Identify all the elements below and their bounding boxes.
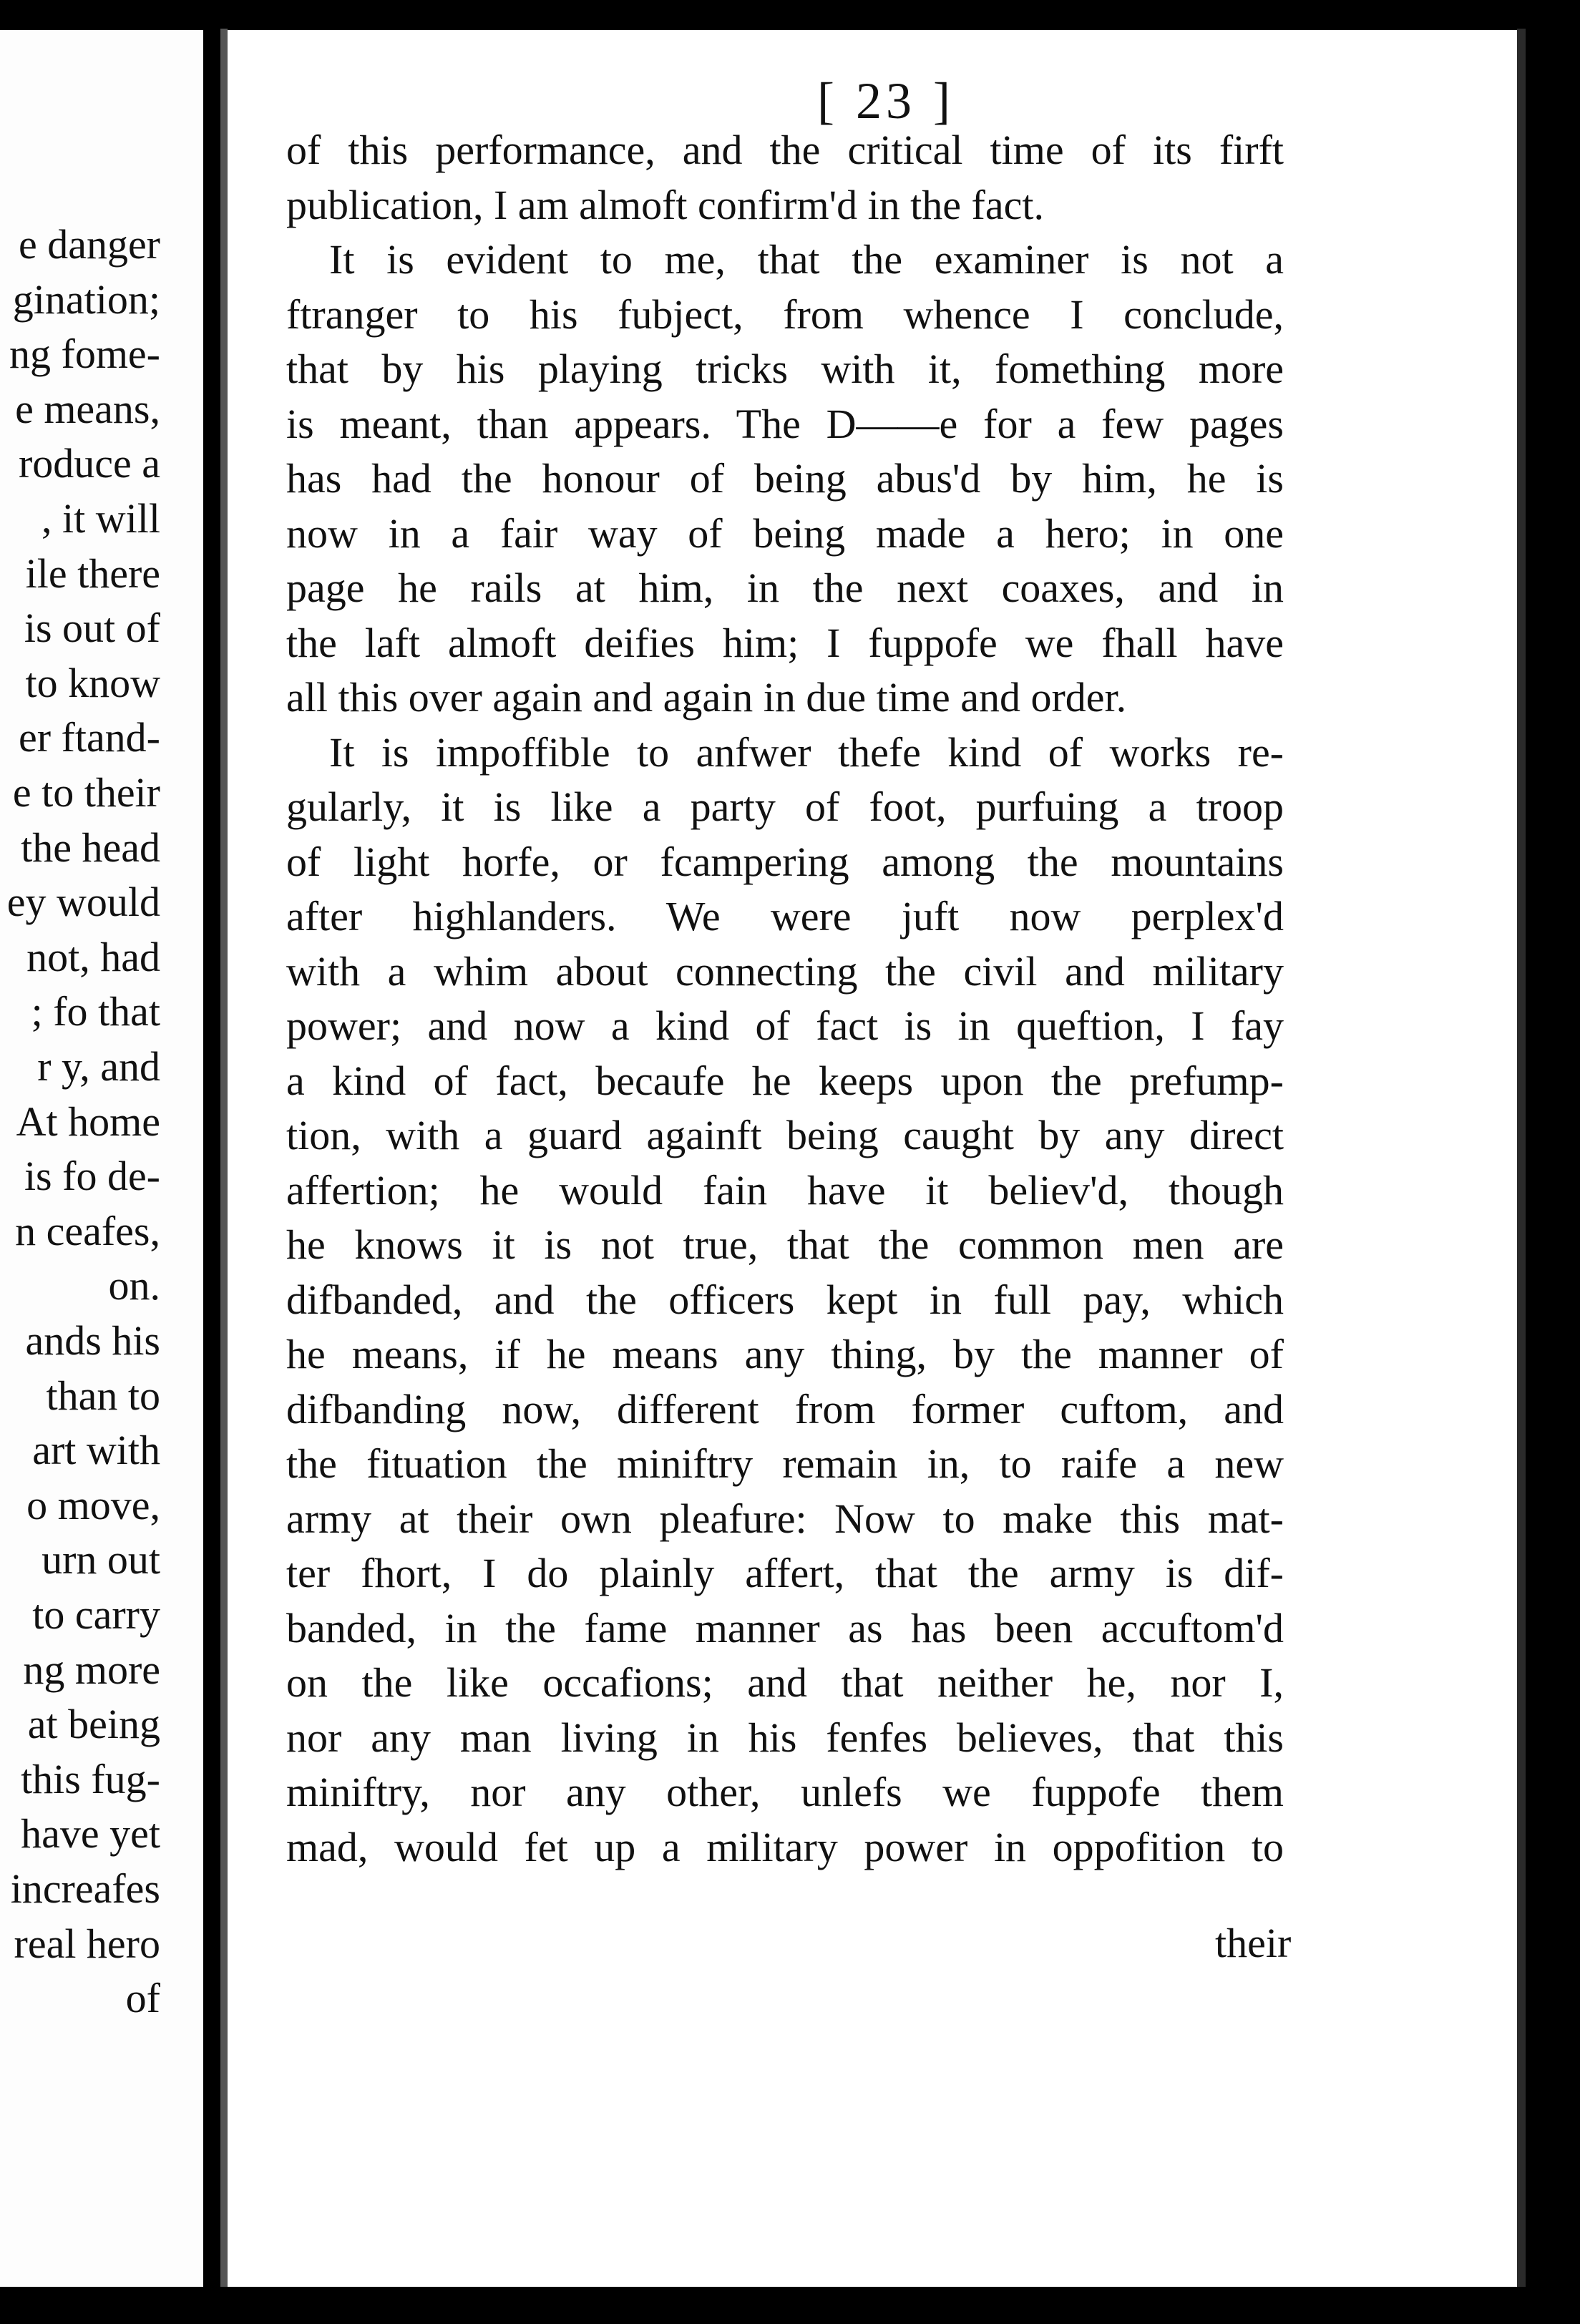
left-page-line: is fo de- bbox=[24, 1153, 160, 1200]
text-line: ftranger to his fubject, from whence I conclude, bbox=[286, 290, 1284, 338]
text-line: difbanding now, different from former cuftom, and bbox=[286, 1385, 1284, 1432]
left-page-line: than to bbox=[46, 1372, 160, 1419]
left-page-line: ng more bbox=[23, 1646, 160, 1693]
gutter-shadow bbox=[220, 29, 228, 2290]
left-page-line: e danger bbox=[18, 221, 160, 268]
left-page-line: to know bbox=[25, 659, 160, 706]
text-line: nor any man living in his fenfes believes, that this bbox=[286, 1714, 1284, 1761]
text-line: of this performance, and the critical time of its firft bbox=[286, 127, 1284, 173]
text-line: It is impoffible to anfwer thefe kind of works re- bbox=[329, 728, 1284, 776]
text-line: a kind of fact, becaufe he keeps upon the prefump- bbox=[286, 1057, 1284, 1104]
left-page-line: o move, bbox=[26, 1481, 160, 1528]
text-line: on the like occafions; and that neither he, nor I, bbox=[286, 1659, 1284, 1706]
text-line: page he rails at him, in the next coaxes, and in bbox=[286, 565, 1284, 611]
catchword: their bbox=[1215, 1920, 1292, 1966]
text-line: is meant, than appears. The D——e for a few pages bbox=[286, 400, 1284, 447]
scan-border-right bbox=[1526, 0, 1580, 2324]
text-line: has had the honour of being abus'd by him, he is bbox=[286, 455, 1284, 502]
right-page bbox=[228, 30, 1517, 2287]
book-gutter bbox=[203, 0, 220, 2324]
body-text bbox=[286, 123, 1284, 1875]
left-page-line: ; fo that bbox=[31, 988, 160, 1035]
left-page-line: n ceafes, bbox=[15, 1207, 160, 1254]
text-line: of light horfe, or fcampering among the mountains bbox=[286, 838, 1284, 885]
text-line: mad, would fet up a military power in oppofition to bbox=[286, 1823, 1284, 1870]
text-line: power; and now a kind of fact is in queftion, I fay bbox=[286, 1002, 1284, 1049]
scan-border-top bbox=[0, 0, 1580, 30]
text-line: banded, in the fame manner as has been accuftom'd bbox=[286, 1604, 1284, 1651]
left-page-line: e to their bbox=[12, 769, 160, 816]
text-line: with a whim about connecting the civil and military bbox=[286, 947, 1284, 995]
text-line: difbanded, and the officers kept in full pay, which bbox=[286, 1276, 1284, 1323]
left-page-line: roduce a bbox=[18, 440, 160, 487]
left-page-line: At home bbox=[16, 1098, 160, 1145]
text-line: the laft almoft deifies him; I fuppofe we fhall have bbox=[286, 619, 1284, 666]
text-line: he means, if he means any thing, by the manner of bbox=[286, 1331, 1284, 1377]
text-line: It is evident to me, that the examiner is not a bbox=[329, 236, 1284, 283]
text-line: the fituation the miniftry remain in, to raife a new bbox=[286, 1440, 1284, 1487]
left-page-line: ng fome- bbox=[9, 331, 160, 378]
left-page-line: increafes bbox=[10, 1865, 160, 1912]
text-line: after highlanders. We were juft now perplex'd bbox=[286, 893, 1284, 939]
text-line: army at their own pleafure: Now to make this mat- bbox=[286, 1495, 1284, 1542]
left-page-line: at being bbox=[27, 1701, 160, 1748]
left-page-line: e means, bbox=[15, 385, 160, 432]
text-line: affertion; he would fain have it believ'd, though bbox=[286, 1166, 1284, 1214]
text-line: gularly, it is like a party of foot, purfuing a troop bbox=[286, 783, 1284, 830]
left-page-line: this fug- bbox=[21, 1755, 160, 1802]
text-line: now in a fair way of being made a hero; in one bbox=[286, 509, 1284, 557]
text-line: that by his playing tricks with it, fomething more bbox=[286, 346, 1284, 392]
left-page-line: to carry bbox=[32, 1591, 160, 1638]
text-line: publication, I am almoft confirm'd in the fact. bbox=[286, 181, 1044, 228]
left-page-line: have yet bbox=[21, 1810, 160, 1857]
left-page-line: ile there bbox=[25, 550, 160, 597]
left-page-line: ands his bbox=[25, 1317, 160, 1364]
left-page-fragment bbox=[0, 30, 203, 2287]
text-line: tion, with a guard againft being caught by any direct bbox=[286, 1112, 1284, 1158]
left-page-line: not, had bbox=[26, 933, 160, 980]
left-page-line: real hero bbox=[14, 1920, 160, 1967]
text-line: he knows it is not true, that the common men are bbox=[286, 1221, 1284, 1268]
left-page-line: , it will bbox=[42, 495, 160, 542]
left-page-line: art with bbox=[32, 1427, 160, 1474]
text-line: ter fhort, I do plainly affert, that the army is dif- bbox=[286, 1550, 1284, 1596]
page-number: [ 23 ] bbox=[817, 72, 955, 130]
text-line: all this over again and again in due time and order. bbox=[286, 674, 1127, 721]
text-line: miniftry, nor any other, unlefs we fuppofe them bbox=[286, 1769, 1284, 1815]
left-page-line: is out of bbox=[24, 605, 160, 652]
left-page-line: of bbox=[125, 1975, 160, 2022]
left-page-line: on. bbox=[108, 1262, 160, 1309]
left-page-line: urn out bbox=[42, 1536, 160, 1583]
scan-border-bottom bbox=[0, 2287, 1580, 2324]
left-page-line: ey would bbox=[6, 879, 160, 926]
left-page-line: gination; bbox=[12, 275, 160, 323]
left-page-line: er ftand- bbox=[18, 714, 160, 761]
left-page-line: r y, and bbox=[37, 1043, 160, 1090]
left-page-line: the head bbox=[21, 824, 160, 871]
